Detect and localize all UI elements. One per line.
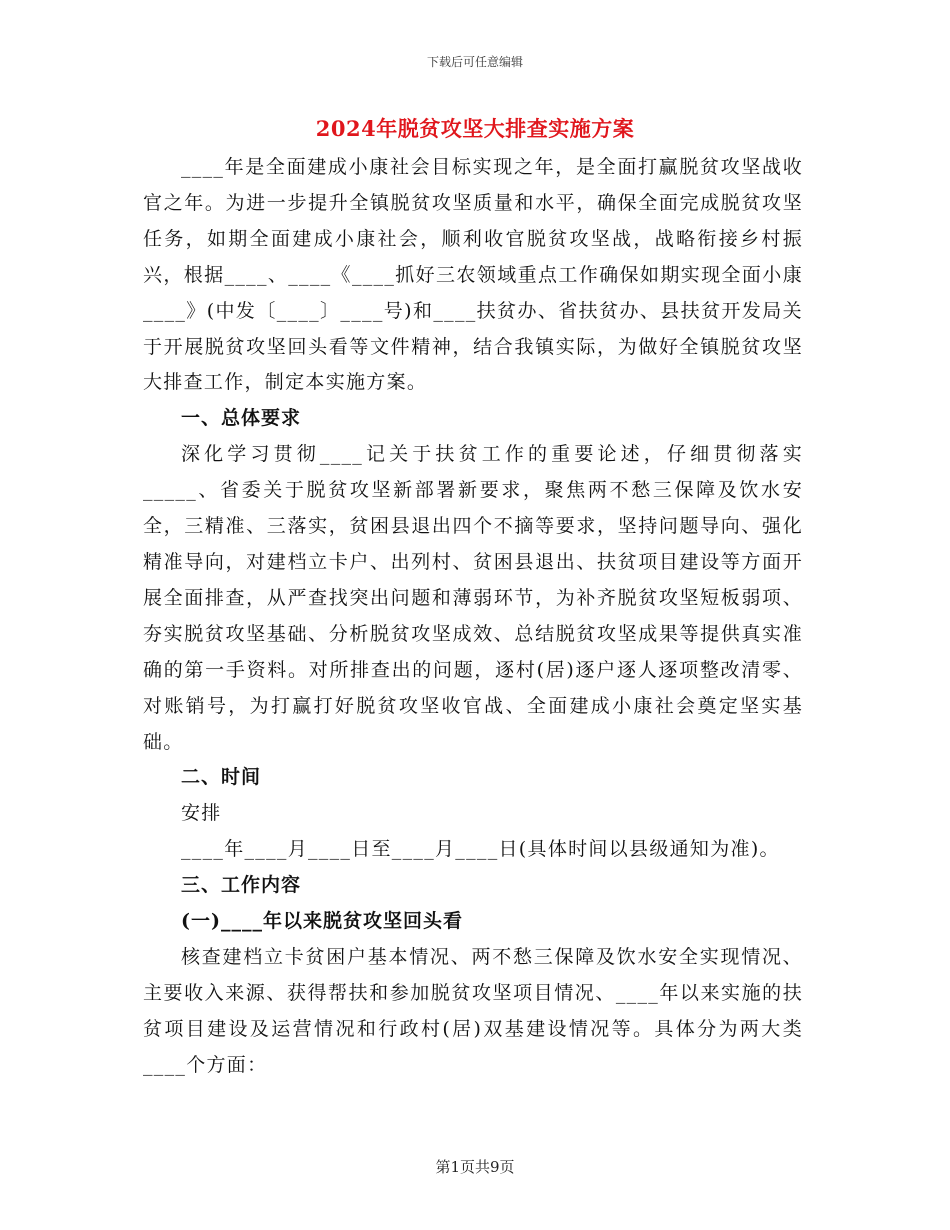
section-heading-time: 二、时间 — [181, 766, 262, 789]
schedule-paragraph: ____年____月____日至____月____日(具体时间以县级通知为准)。 — [181, 838, 780, 861]
header-note: 下载后可任意编辑 — [426, 55, 523, 69]
section-heading-content: 三、工作内容 — [181, 874, 302, 897]
review-paragraph: 核查建档立卡贫困户基本情况、两不愁三保障及饮水安全实现情况、主要收入来源、获得帮扶和参加脱贫攻坚项目情况、____年以来实施的扶贫项目建设及运营情况和行政村(居)双基建设情况等。具体分为两大类____个方面： — [143, 945, 803, 1076]
schedule-label: 安排 — [181, 802, 222, 825]
intro-paragraph: ____年是全面建成小康社会目标实现之年，是全面打赢脱贫攻坚战收官之年。为进一步提升全镇脱贫攻坚质量和水平，确保全面完成脱贫攻坚任务，如期全面建成小康社会，顺利收官脱贫攻坚战，战略衔接乡村振兴，根据____、____《____抓好三农领域重点工作确保如期实现全面小康____》(中发〔____〕____号)和____扶贫办、省扶贫办、县扶贫开发局关于开展脱贫攻坚回头看等文件精神，结合我镇实际，为做好全镇脱贫攻坚大排查工作，制定本实施方案。 — [143, 156, 803, 394]
page-number: 第1页共9页 — [435, 1158, 515, 1176]
subsection-heading-review: (一)____年以来脱贫攻坚回头看 — [181, 910, 463, 933]
document-body — [143, 150, 803, 1084]
section-heading-requirements: 一、总体要求 — [181, 407, 302, 430]
requirements-paragraph: 深化学习贯彻____记关于扶贫工作的重要论述，仔细贯彻落实_____、省委关于脱贫攻坚新部署新要求，聚焦两不愁三保障及饮水安全，三精准、三落实，贫困县退出四个不摘等要求，坚持问题导向、强化精准导向，对建档立卡户、出列村、贫困县退出、扶贫项目建设等方面开展全面排查，从严查找突出问题和薄弱环节，为补齐脱贫攻坚短板弱项、夯实脱贫攻坚基础、分析脱贫攻坚成效、总结脱贫攻坚成果等提供真实准确的第一手资料。对所排查出的问题，逐村(居)逐户逐人逐项整改清零、对账销号，为打赢打好脱贫攻坚收官战、全面建成小康社会奠定坚实基础。 — [143, 443, 803, 753]
document-title: 2024年脱贫攻坚大排查实施方案 — [315, 116, 635, 141]
